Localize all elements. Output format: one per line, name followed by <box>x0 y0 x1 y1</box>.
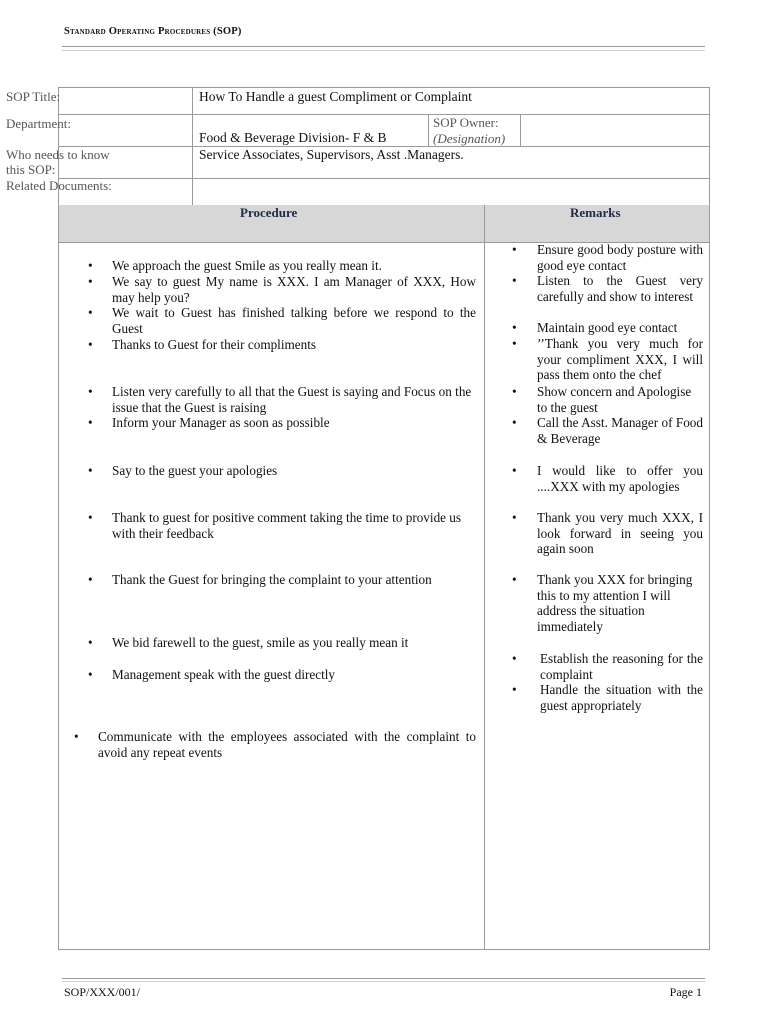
sop-title-value: How To Handle a guest Compliment or Complaint <box>199 89 472 104</box>
procedure-item: • Management speak with the guest directly <box>88 667 336 682</box>
remark-item: • Thank you XXX for bringing this to my attention I will address the situation immediately <box>512 572 693 635</box>
procedure-item: • We bid farewell to the guest, smile as you really mean it <box>88 635 409 650</box>
related-documents-label: Related Documents: <box>6 178 112 193</box>
remark-item: • I would like to offer you ....XXX with my apologies <box>512 463 703 494</box>
owner-divider-right <box>520 114 521 146</box>
remark-item: • Listen to the Guest very carefully and show to interest <box>512 273 703 304</box>
procedure-item: • Listen very carefully to all that the Guest is saying and Focus on the issue that the Guest is raising <box>88 384 472 415</box>
sop-title-label: SOP Title: <box>6 89 61 104</box>
procedure-item: • Thanks to Guest for their compliments <box>88 337 317 352</box>
procedure-item: • We say to guest My name is XXX. I am Manager of XXX, How may help you? <box>88 274 476 305</box>
procedure-item: • Thank to guest for positive comment taking the time to provide us with their feedback <box>88 510 462 541</box>
sop-owner-value: (Designation) <box>433 131 506 146</box>
department-label: Department: <box>6 116 71 131</box>
remark-item: • Establish the reasoning for the complaint <box>512 651 703 682</box>
remark-item: • ’’Thank you very much for your compliment XXX, I will pass them onto the chef <box>512 336 703 383</box>
footer-rule-secondary <box>62 981 705 982</box>
who-needs-label-line1: Who needs to know <box>6 147 110 162</box>
procedure-item: • We wait to Guest has finished talking before we respond to the Guest <box>88 305 476 336</box>
header-rule-secondary <box>62 50 705 51</box>
procedure-item: • Thank the Guest for bringing the complaint to your attention <box>88 572 432 587</box>
owner-divider-left <box>428 114 429 146</box>
footer-rule <box>62 978 705 979</box>
remark-item: • Thank you very much XXX, I look forward in seeing you again soon <box>512 510 703 557</box>
procedure-item: • We approach the guest Smile as you really mean it. <box>88 258 382 273</box>
remark-item: • Ensure good body posture with good eye contact <box>512 242 703 273</box>
remark-item: • Maintain good eye contact <box>512 320 678 335</box>
remark-item: • Call the Asst. Manager of Food & Beverage <box>512 415 703 446</box>
procedure-header: Procedure <box>240 205 298 220</box>
document-header-title: Standard Operating Procedures (SOP) <box>64 26 242 37</box>
page-number: Page 1 <box>669 985 702 999</box>
sop-owner-label: SOP Owner: <box>433 115 499 130</box>
header-rule <box>62 46 705 47</box>
remark-item: • Show concern and Apologise to the guest <box>512 384 692 415</box>
procedure-item: • Say to the guest your apologies <box>88 463 278 478</box>
column-divider <box>484 205 485 950</box>
document-code: SOP/XXX/001/ <box>64 985 141 999</box>
procedure-item: • Communicate with the employees associated with the complaint to avoid any repeat events <box>74 729 476 760</box>
who-needs-value: Service Associates, Supervisors, Asst .Managers. <box>199 147 464 162</box>
remarks-header: Remarks <box>570 205 621 220</box>
procedure-item: • Inform your Manager as soon as possible <box>88 415 330 430</box>
row-related-docs <box>59 178 709 206</box>
department-value: Food & Beverage Division- F & B <box>199 130 387 145</box>
meta-divider <box>192 87 193 205</box>
remark-item: • Handle the situation with the guest appropriately <box>512 682 703 713</box>
who-needs-label-line2: this SOP: <box>6 162 56 177</box>
